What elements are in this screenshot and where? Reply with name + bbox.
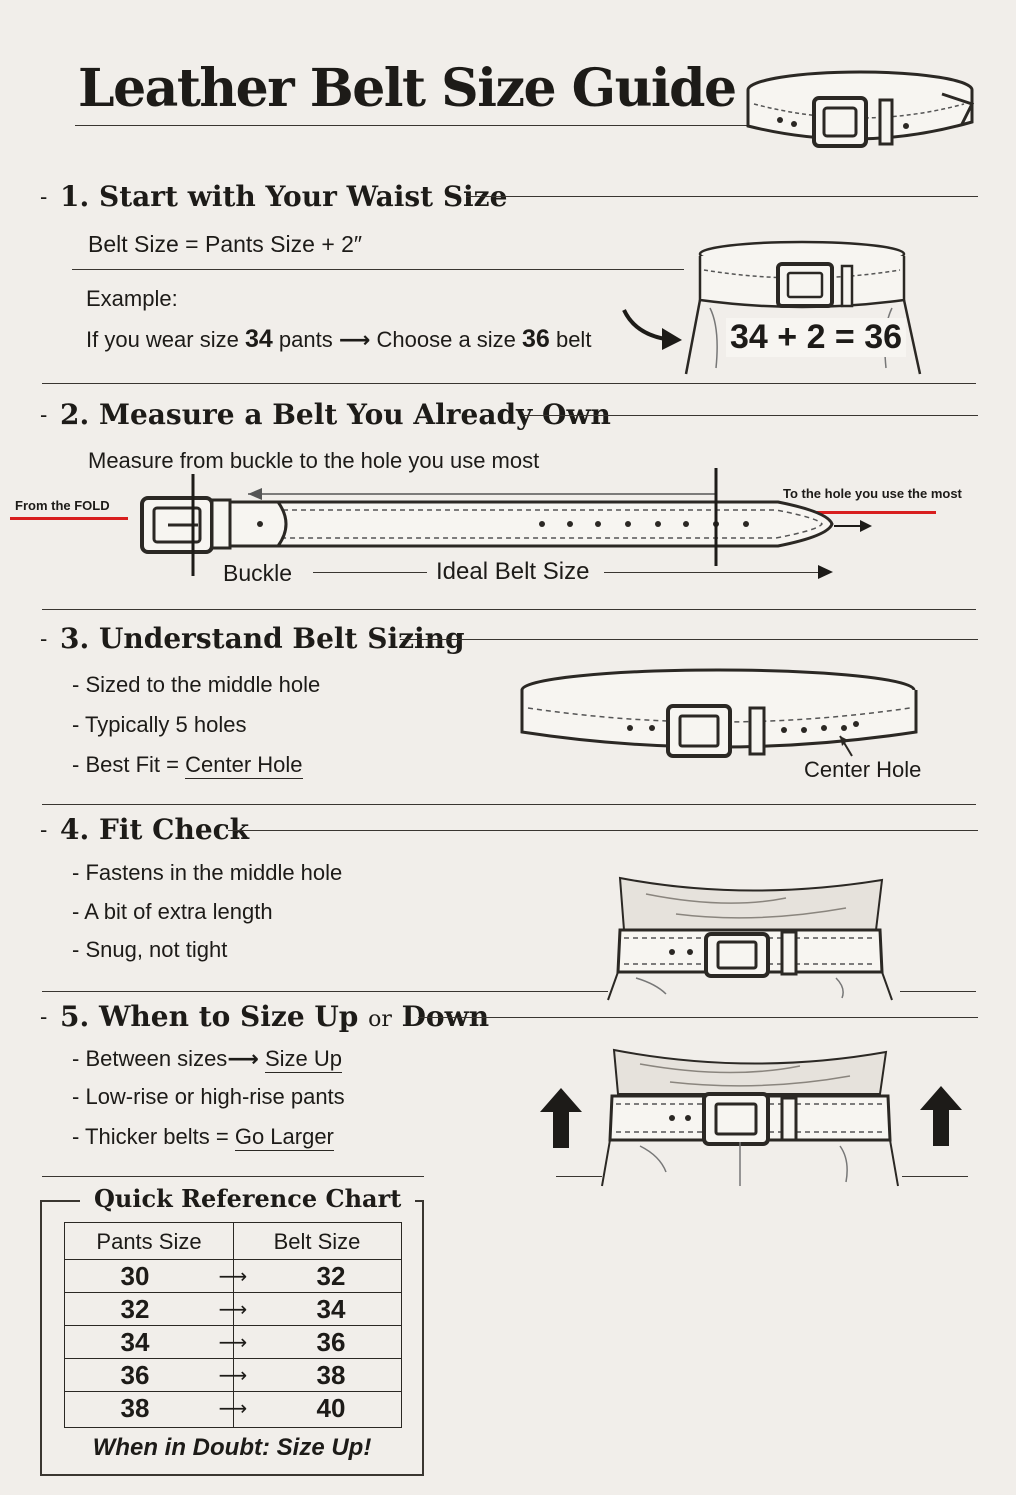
col-belt-header: Belt Size bbox=[273, 1229, 361, 1254]
center-hole-label: Center Hole bbox=[804, 757, 922, 782]
list-item: - Low-rise or high-rise pants bbox=[72, 1084, 345, 1109]
section-dash: - bbox=[40, 402, 48, 427]
item1-pre: Between sizes bbox=[85, 1046, 228, 1071]
belt-size-cell: 34 bbox=[261, 1293, 401, 1326]
from-fold-underline bbox=[10, 517, 128, 520]
divider-4b bbox=[900, 991, 976, 992]
section-4-heading: 4. Fit Check bbox=[60, 813, 250, 846]
size-up-text: Size Up bbox=[264, 1046, 343, 1071]
up-arrow-icon bbox=[920, 1086, 962, 1146]
buckle-label: Buckle bbox=[223, 560, 293, 586]
pants-size-cell: 34 bbox=[65, 1326, 205, 1359]
example-belt-size: 36 bbox=[522, 325, 550, 353]
chart-footer: When in Doubt: Size Up! bbox=[92, 1434, 372, 1461]
section-4-rule bbox=[228, 830, 978, 831]
list-item-text: Low-rise or high-rise pants bbox=[85, 1084, 345, 1109]
list-item-text: Sized to the middle hole bbox=[85, 672, 321, 697]
pants-size-cell: 30 bbox=[65, 1260, 205, 1293]
right-arrow-icon: ⟶ bbox=[338, 327, 371, 352]
divider-5c bbox=[42, 1176, 424, 1177]
waist-belt-icon bbox=[600, 1046, 900, 1188]
example-pants-size: 34 bbox=[244, 325, 273, 353]
best-fit-value: Center Hole bbox=[185, 752, 303, 777]
arrow-icon: ⟶ bbox=[205, 1359, 261, 1392]
belt-size-cell: 38 bbox=[261, 1359, 401, 1392]
section-2-rule bbox=[522, 415, 978, 416]
list-item: - Sized to the middle hole bbox=[72, 672, 321, 697]
from-fold-label: From the FOLD bbox=[15, 498, 110, 513]
section-dash: - bbox=[40, 1004, 48, 1029]
section-5-heading-a: 5. When to Size Up bbox=[60, 1000, 359, 1033]
formula-rule bbox=[72, 269, 684, 270]
ideal-size-line-right bbox=[604, 572, 820, 573]
table-row bbox=[65, 1260, 401, 1293]
belt-size-cell: 36 bbox=[261, 1326, 401, 1359]
col-pants-header: Pants Size bbox=[96, 1229, 202, 1254]
pants-size-cell: 32 bbox=[65, 1293, 205, 1326]
chart-title: Quick Reference Chart bbox=[80, 1184, 415, 1213]
section-dash: - bbox=[40, 184, 48, 209]
divider-1 bbox=[42, 383, 976, 384]
divider-5a bbox=[556, 1176, 602, 1177]
list-item: - Fastens in the middle hole bbox=[72, 860, 343, 885]
best-fit-pre: Best Fit = bbox=[85, 752, 186, 777]
list-item-text: A bit of extra length bbox=[84, 899, 273, 924]
section-dash: - bbox=[40, 817, 48, 842]
list-item-text: Snug, not tight bbox=[85, 937, 228, 962]
section-1-rule bbox=[466, 196, 978, 197]
waist-belt-icon bbox=[606, 874, 894, 1002]
example-choose: Choose a size bbox=[376, 327, 523, 352]
list-item-text: Typically 5 holes bbox=[85, 712, 247, 737]
list-item: - Between sizes⟶ Size Up bbox=[72, 1046, 343, 1071]
example-post: belt bbox=[549, 327, 592, 352]
pants-size-cell: 38 bbox=[65, 1392, 205, 1425]
right-arrow-icon: ⟶ bbox=[227, 1046, 259, 1071]
section-1-heading: 1. Start with Your Waist Size bbox=[60, 180, 508, 213]
arrow-icon: ⟶ bbox=[205, 1260, 261, 1293]
section-2-heading: 2. Measure a Belt You Already Own bbox=[60, 398, 611, 431]
list-item: - Snug, not tight bbox=[72, 937, 228, 962]
ideal-size-label: Ideal Belt Size bbox=[436, 558, 590, 585]
to-hole-label: To the hole you use the most bbox=[783, 486, 962, 501]
section-3-heading: 3. Understand Belt Sizing bbox=[60, 622, 465, 655]
list-item-text: Fastens in the middle hole bbox=[85, 860, 343, 885]
table-row bbox=[65, 1293, 401, 1326]
belt-holes-icon bbox=[518, 666, 922, 762]
belt-size-cell: 32 bbox=[261, 1260, 401, 1293]
table-row bbox=[65, 1359, 401, 1392]
arrow-icon: ⟶ bbox=[205, 1392, 261, 1425]
list-item: - Typically 5 holes bbox=[72, 712, 247, 737]
example-pre: If you wear size bbox=[86, 327, 245, 352]
section-1-formula: Belt Size = Pants Size + 2″ bbox=[88, 231, 363, 257]
list-item: - Thicker belts = Go Larger bbox=[72, 1124, 334, 1149]
curved-arrow-icon bbox=[622, 306, 686, 350]
title-rule bbox=[75, 125, 755, 126]
section-5-heading-b: Down bbox=[401, 1000, 490, 1033]
chart-rows bbox=[65, 1259, 401, 1424]
page-title: Leather Belt Size Guide bbox=[78, 58, 736, 119]
section-3-rule bbox=[400, 639, 978, 640]
item3-pre: Thicker belts = bbox=[85, 1124, 235, 1149]
go-larger-text: Go Larger bbox=[234, 1124, 334, 1149]
table-row bbox=[65, 1392, 401, 1425]
chart-table bbox=[64, 1222, 402, 1428]
belt-size-cell: 40 bbox=[261, 1392, 401, 1425]
section-5-heading-or: or bbox=[368, 1007, 392, 1032]
example-label: Example: bbox=[86, 286, 178, 311]
arrow-icon: ⟶ bbox=[205, 1293, 261, 1326]
section-5-rule bbox=[418, 1017, 978, 1018]
section-dash: - bbox=[40, 626, 48, 651]
table-row bbox=[65, 1326, 401, 1359]
divider-3 bbox=[42, 804, 976, 805]
divider-2 bbox=[42, 609, 976, 610]
example-text bbox=[86, 325, 591, 354]
list-item: - Best Fit = Center Hole bbox=[72, 752, 303, 777]
section-2-instruction: Measure from buckle to the hole you use most bbox=[88, 448, 540, 473]
arrow-head-icon bbox=[818, 564, 834, 580]
equation: 34 + 2 = 36 bbox=[726, 318, 906, 357]
pants-size-cell: 36 bbox=[65, 1359, 205, 1392]
belt-icon bbox=[742, 64, 978, 154]
example-mid: pants bbox=[272, 327, 333, 352]
divider-4a bbox=[42, 991, 608, 992]
divider-5b bbox=[902, 1176, 968, 1177]
arrow-icon: ⟶ bbox=[205, 1326, 261, 1359]
up-arrow-icon bbox=[540, 1088, 582, 1148]
list-item: - A bit of extra length bbox=[72, 899, 273, 924]
ideal-size-line-left bbox=[313, 572, 427, 573]
